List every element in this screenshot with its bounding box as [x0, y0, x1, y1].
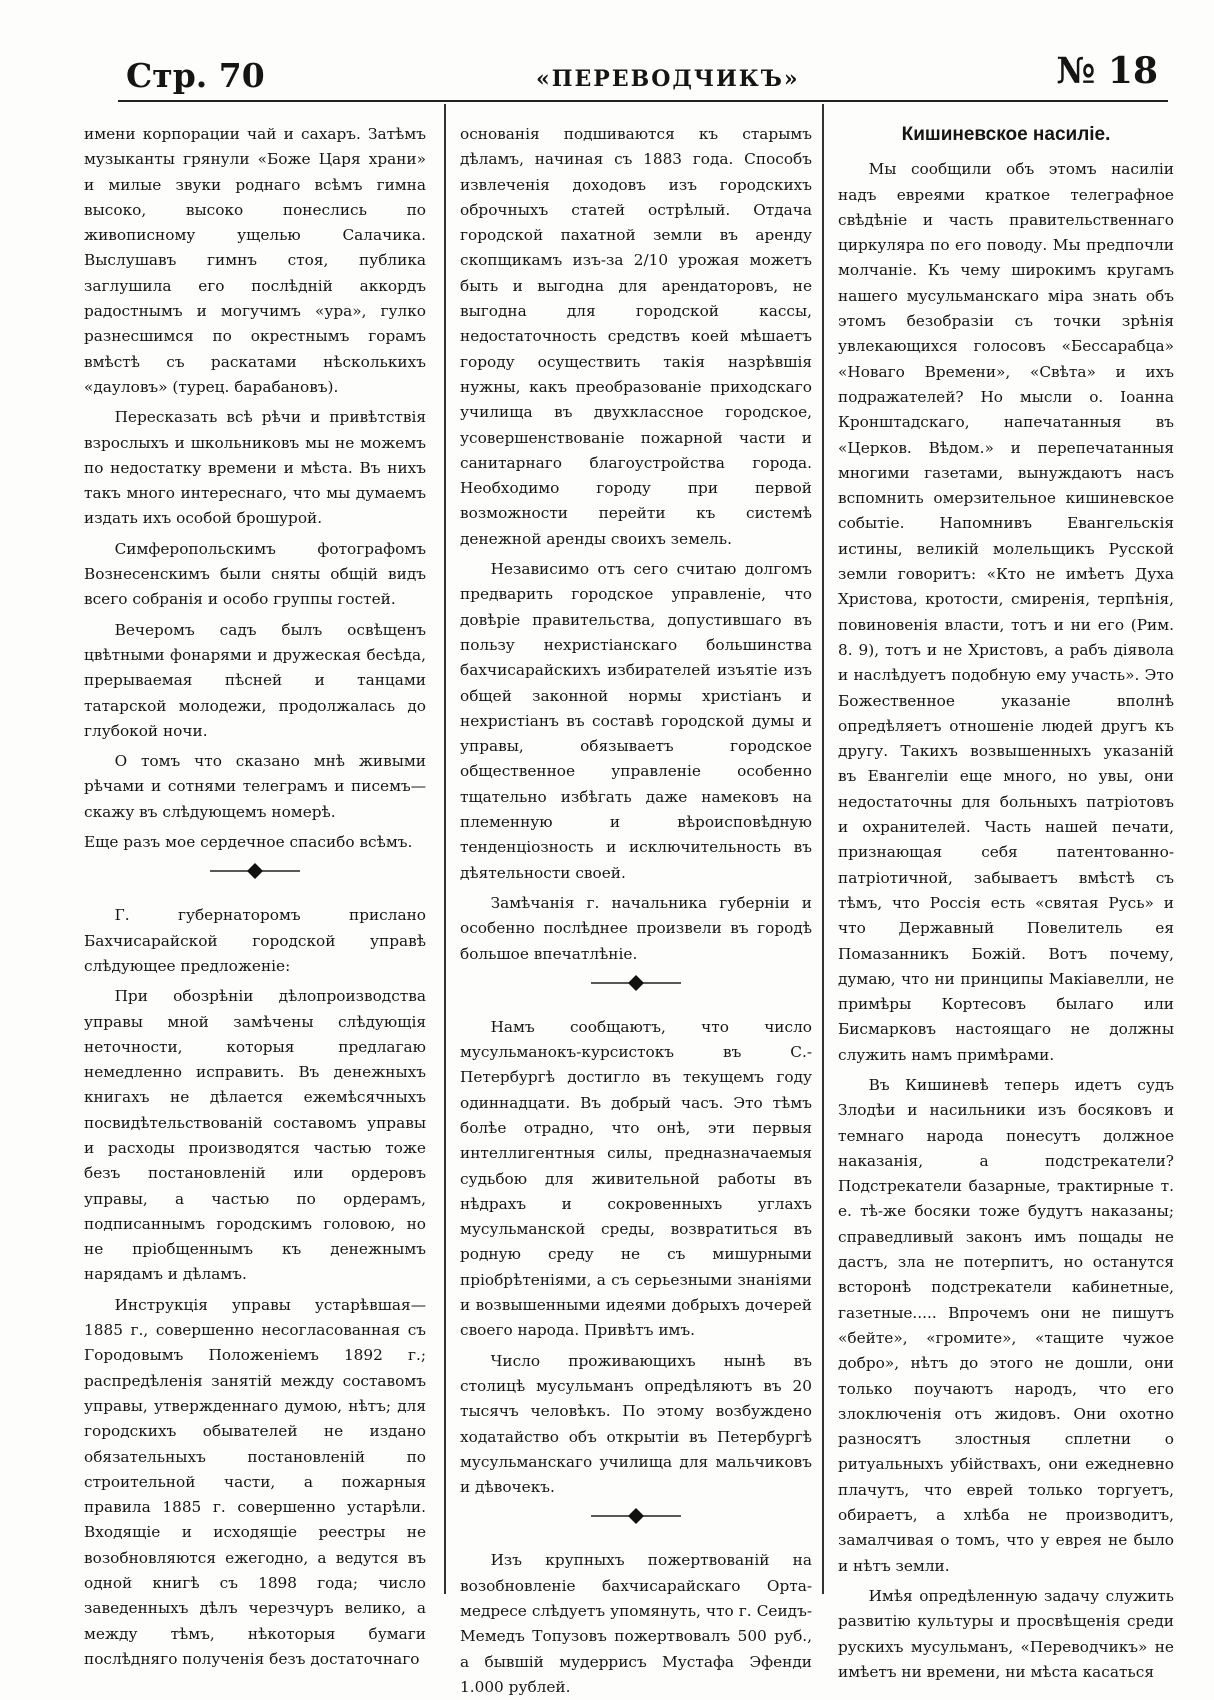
- column-3: [838, 122, 1174, 1681]
- section-ornament: [84, 861, 426, 895]
- page-header: [118, 46, 1168, 96]
- col2-paragraph: Изъ крупныхъ пожертвованій на возобновленіе бахчисарайскаго Орта-медресе слѣдуетъ упомянуть, что г. Сеидъ-Мемедъ Топузовъ пожертвовалъ 500 руб., а бывшій мудеррисъ Мустафа Эфенди 1.000 рублей.: [460, 1551, 812, 1696]
- col1-paragraph: имени корпорации чай и сахаръ. Затѣмъ музыканты грянули «Боже Царя храни» и милые звуки роднаго всѣмъ гимна высоко, высоко понеслись по живописному ущелью Салачика. Выслушавъ гимнъ стоя, публика заглушила его послѣдній аккордъ радостнымъ и могучимъ «ура», гулко разнесшимся по окрестнымъ горамъ вмѣстѣ съ раскатами нѣсколькихъ «дауловъ» (турец. барабановъ).: [84, 125, 426, 396]
- col1-paragraph: Симферопольскимъ фотографомъ Вознесенскимъ были сняты общій видъ всего собранія и особо группы гостей.: [84, 539, 426, 609]
- header-rule: [118, 100, 1168, 102]
- column-divider-2: [822, 104, 824, 1594]
- col3-paragraph: Въ Кишиневѣ теперь идетъ судъ Злодѣи и насильники изъ босяковъ и темнаго народа понесутъ должное наказанія, а подстрекатели? Подстрекатели базарные, трактирные т. е. тѣ-же босяки тоже будутъ наказаны; справедливый законъ имъ пощады не дастъ, зла не потерпитъ, но останутся всторонѣ подстрекатели кабинетные, газетные..... Впрочемъ они не пишутъ «бейте», «громите», «тащите чужое добро», нѣтъ до этого не дошли, они только поучаютъ народъ, что его злоключенія отъ жидовъ. Они охотно разносятъ злостныя сплетни о ритуальныхъ убійствахъ, они ежедневно плачутъ, что еврей только торгуетъ, обираетъ, а хлѣба не производитъ, замалчивая о томъ, что у еврея не было и нѣтъ земли.: [838, 1075, 1174, 1575]
- col3-paragraph: Мы сообщили объ этомъ насиліи надъ евреями краткое телеграфное свѣдѣніе и часть правительственнаго циркуляра по его поводу. Мы предпочли молчаніе. Къ чему широкимъ кругамъ нашего мусульманскаго міра знать объ этомъ безобразіи съ точки зрѣнія увлекающихся голосовъ «Бессарабца» «Новаго Времени», «Свѣта» и ихъ подражателей? Но мысли о. Іоанна Кронштадскаго, напечатанныя въ «Церков. Вѣдом.» и перепечатанныя многими газетами, вынуждаютъ насъ вспомнить омерзительное кишиневское событіе. Напомнивъ Евангельскія истины, великій молельщикъ Русской земли говоритъ: «Кто не имѣетъ Духа Христова, кротости, смиренія, терпѣнія, повиновенія власти, тотъ и ни его (Рим. 8. 9), тотъ и не Христовъ, а рабъ діявола и наслѣдуетъ подобную ему участь». Это Божественное указаніе вполнѣ опредѣляетъ отношеніе людей другъ къ другу. Такихъ возвышенныхъ указаній въ Евангеліи еще много, но увы, они недостаточны для больныхъ патріотовъ и охранителей. Часть нашей печати, признающая себя патентованно-патріотичной, забываетъ вмѣстѣ съ тѣмъ, что Россія есть «святая Русь» и что Державный Повелитель ея Помазанникъ Божій. Вотъ почему, думаю, что ни принципы Макіавелли, не примѣры Кортесовъ былаго или Бисмарковъ настоящаго не должны служить намъ примѣрами.: [838, 160, 1174, 1064]
- newspaper-title: «ПЕРЕВОДЧИКЪ»: [536, 66, 800, 92]
- issue-number: № 18: [1056, 50, 1158, 92]
- column-2: [460, 122, 812, 1696]
- col2-paragraph: основанія подшиваются къ старымъ дѣламъ, начиная съ 1883 года. Способъ извлеченія доходовъ изъ городскихъ оброчныхъ статей острѣлый. Отдача городской пахатной земли въ аренду скопщикамъ изъ-за 2/10 урожая можетъ быть и выгодна для арендаторовъ, не выгодна для городской кассы, недостаточность средствъ коей мѣшаетъ городу осуществить такія назрѣвшія нужны, какъ преобразованіе приходскаго училища въ двухклассное городское, усовершенствованіе пожарной части и санитарнаго благоустройства города. Необходимо городу при первой возможности перейти къ системѣ денежной аренды своихъ земель.: [460, 125, 812, 548]
- col2-paragraph: Число проживающихъ нынѣ въ столицѣ мусульманъ опредѣляютъ въ 20 тысячъ человѣкъ. По этому возбуждено ходатайство объ открытіи въ Петербургѣ мусульманскаго училища для мальчиковъ и дѣвочекъ.: [460, 1351, 812, 1497]
- col2-paragraph: Намъ сообщаютъ, что число мусульманокъ-курсистокъ въ С.-Петербургѣ достигло въ текущемъ году одиннадцати. Въ добрый часъ. Это тѣмъ болѣе отрадно, что онѣ, эти первыя интеллигентныя силы, предназначаемыя судьбою для живительной работы въ нѣдрахъ и сокровенныхъ углахъ мусульманской среды, возвратиться въ родную среду не съ мишурными пріобрѣтеніями, а съ серьезными знаніями и возвышенными идеями добрыхъ дочерей своего народа. Привѣтъ имъ.: [460, 1017, 812, 1340]
- column-divider-1: [444, 104, 446, 1594]
- col1-paragraph: Вечеромъ садъ былъ освѣщенъ цвѣтными фонарями и дружеская бесѣда, прерываемая пѣсней и танцами татарской молодежи, продолжалась до глубокой ночи.: [84, 620, 426, 740]
- section-ornament: [460, 973, 812, 1007]
- page-number: Стр. 70: [126, 56, 265, 95]
- col1-paragraph: Г. губернаторомъ прислано Бахчисарайской городской управѣ слѣдующее предложеніе:: [84, 906, 426, 975]
- column-1: [84, 122, 426, 1668]
- article-heading: Кишиневское насиліе.: [901, 124, 1111, 145]
- col3-paragraph: Имѣя опредѣленную задачу служить развитію культуры и просвѣщенія среди рускихъ мусульманъ, «Переводчикъ» не имѣетъ ни времени, ни мѣста касаться: [838, 1586, 1174, 1681]
- col2-paragraph: Замѣчанія г. начальника губерніи и особенно послѣднее произвели въ городѣ большое впечатлѣніе.: [460, 893, 812, 963]
- col1-paragraph: При обозрѣніи дѣлопроизводства управы мной замѣчены слѣдующія неточности, которыя предлагаю немедленно исправить. Въ денежныхъ книгахъ не дѣлается ежемѣсячныхъ посвидѣтельствованій составомъ управы и расходы производятся частью тоже безъ постановленій или ордеровъ управы, а частью по ордерамъ, подписаннымъ городскимъ головою, но не пріобщеннымъ къ денежнымъ нарядамъ и дѣламъ.: [84, 987, 426, 1284]
- col2-paragraph: Независимо отъ сего считаю долгомъ предварить городское управленіе, что довѣріе правительства, допустившаго въ пользу нехристіанскаго большинства бахчисарайскихъ избирателей изъятіе изъ общей законной нормы христіанъ и нехристіанъ въ составѣ городской думы и управы, обязываетъ городское общественное управленіе особенно тщательно избѣгать даже намековъ на племенную и вѣроисповѣдную тенденціозность и исключительность въ дѣятельности своей.: [460, 560, 812, 882]
- col1-paragraph: О томъ что сказано мнѣ живыми рѣчами и сотнями телеграмъ и писемъ—скажу въ слѣдующемъ номерѣ.: [84, 752, 426, 821]
- col1-paragraph: Еще разъ мое сердечное спасибо всѣмъ.: [84, 833, 413, 852]
- section-ornament: [460, 1506, 812, 1540]
- col1-paragraph: Пересказать всѣ рѣчи и привѣтствія взрослыхъ и школьниковъ мы не можемъ по недостатку времени и мѣста. Въ нихъ такъ много интереснаго, что мы думаемъ издать ихъ особой брошурой.: [84, 408, 426, 528]
- col1-paragraph: Инструкція управы устарѣвшая—1885 г., совершенно несогласованная съ Городовымъ Положеніемъ 1892 г.; распредѣленія занятій между составомъ управы, утвержденнаго думою, нѣтъ; для городскихъ обывателей не издано обязательныхъ постановленій по строительной части, а пожарныя правила 1885 г. совершенно устарѣли. Входящіе и исходящіе реестры не возобновляются ежегодно, а ведутся въ одной книгѣ съ 1898 года; число заведенныхъ дѣлъ черезчуръ велико, а между тѣмъ, нѣкоторыя бумаги послѣдняго полученія безъ достаточнаго: [84, 1295, 426, 1668]
